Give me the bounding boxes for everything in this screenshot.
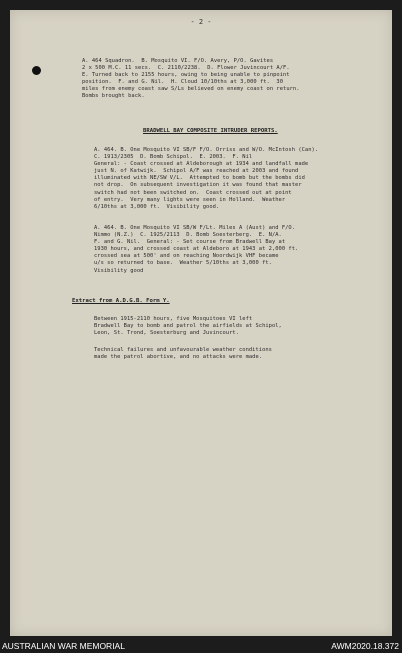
footer-bar: [0, 640, 402, 653]
footer-catalog-id: AWM2020.18.372: [331, 641, 399, 651]
squadron-report-paragraph: A. 464 Squadron. B. Mosquito VI. F/O. Avery, P/O. Gavites 2 x 500 M.C. 11 secs. C. 2110/2238. D. Flower Juvincourt A/F. E. Turned back to 2155 hours, owing to being unable to pinpoint position. F. and G. Nil. H. Cloud 10/10ths at 3,000 ft. 30 miles from enemy coast saw S/Ls believed on enemy coast on return. Bombs brought back.: [82, 58, 300, 100]
punch-hole: [32, 66, 41, 75]
document-page: [10, 10, 392, 636]
extract-summary-paragraph: Between 1915-2110 hours, five Mosquitoes VI left Bradwell Bay to bomb and patrol the airfields at Schipol, Leon, St. Trond, Soesterburg and Juvincourt.: [94, 316, 282, 337]
page-number: - 2 -: [190, 18, 212, 26]
intruder-report-orriss: A. 464. B. One Mosquito VI SB/F F/O. Orriss and W/O. McIntosh (Can). C. 1913/2305 D. Bomb Schipol. E. 2003. F. Nil General: - Coast crossed at Aldeborough at 1934 and landfall made just N. of Katwijk. Schipol A/F was reached at 2003 and found illuminated with NE/SW V/L. Attempted to bomb but the bombs did not drop. On subsequent investigation it was found that master switch had not been switched on. Coast crossed out at point of entry. Very many lights were seen in Holland. Weather 6/10ths at 3,000 ft. Visibility good.: [94, 147, 319, 210]
intruder-report-miles: A. 464. B. One Mosquito VI SB/W F/Lt. Miles A (Aust) and F/O. Nimmo (N.Z.) C. 1925/2113 D. Bomb Soesterberg. E. N/A. F. and G. Nil. General: - Set course from Bradwell Bay at 1930 hours, and crossed coast at Aldeboro at 1943 at 2,000 ft. crossed sea at 500' and on reaching Noordwijk VHF became u/s so returned to base. Weather 5/10ths at 3,000 ft. Visibility good: [94, 225, 299, 274]
footer-institution: AUSTRALIAN WAR MEMORIAL: [2, 641, 125, 651]
extract-heading: Extract from A.D.G.B. Form Y.: [72, 298, 170, 304]
extract-result-paragraph: Technical failures and unfavourable weather conditions made the patrol abortive, and no attacks were made.: [94, 347, 272, 361]
section-heading: BRADWELL BAY COMPOSITE INTRUDER REPORTS.: [143, 128, 278, 134]
